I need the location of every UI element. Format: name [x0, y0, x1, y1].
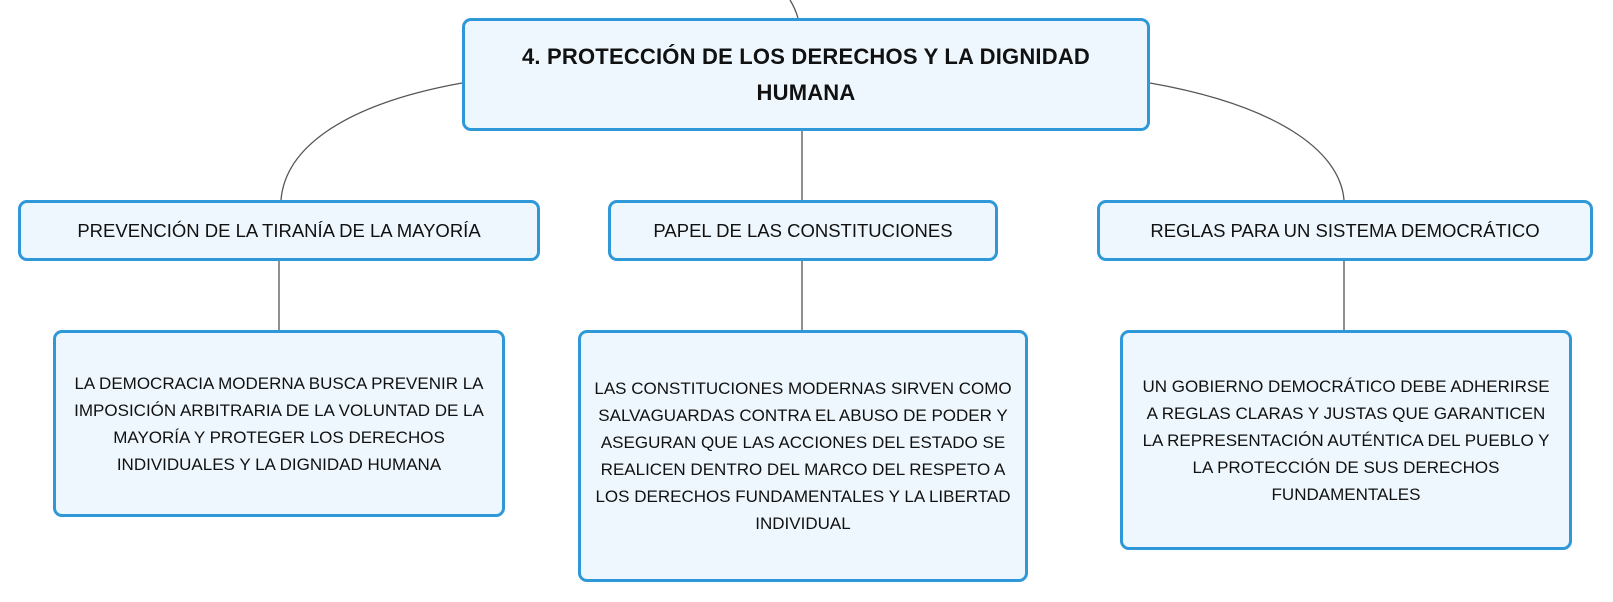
- branch-node-label: PAPEL DE LAS CONSTITUCIONES: [653, 219, 953, 241]
- branch-node-label: REGLAS PARA UN SISTEMA DEMOCRÁTICO: [1150, 219, 1540, 241]
- branch-node-constituciones[interactable]: [608, 200, 998, 261]
- detail-node-reglas[interactable]: [1120, 330, 1572, 550]
- detail-node-text: LA DEMOCRACIA MODERNA BUSCA PREVENIR LA IMPOSICIÓN ARBITRARIA DE LA VOLUNTAD DE LA MAYORÍA Y PROTEGER LOS DERECHOS INDIVIDUALES Y LA DIGNIDAD HUMANA: [74, 373, 484, 474]
- detail-node-tirania[interactable]: [53, 330, 505, 517]
- branch-node-reglas[interactable]: [1097, 200, 1593, 261]
- root-node-label: 4. PROTECCIÓN DE LOS DERECHOS Y LA DIGNIDAD HUMANA: [521, 43, 1091, 105]
- connector-root-to-branch-3: [1150, 83, 1344, 200]
- connector-incoming-root: [790, 0, 798, 18]
- detail-node-constituciones[interactable]: [578, 330, 1028, 582]
- connector-root-to-branch-1: [281, 83, 462, 200]
- root-node[interactable]: [462, 18, 1150, 131]
- branch-node-tirania[interactable]: [18, 200, 540, 261]
- detail-node-text: LAS CONSTITUCIONES MODERNAS SIRVEN COMO SALVAGUARDAS CONTRA EL ABUSO DE PODER Y ASEGURAN QUE LAS ACCIONES DEL ESTADO SE REALICEN DENTRO DEL MARCO DEL RESPETO A LOS DERECHOS FUNDAMENTALES Y LA LIBERTAD INDIVIDUAL: [594, 379, 1012, 533]
- detail-node-text: UN GOBIERNO DEMOCRÁTICO DEBE ADHERIRSE A REGLAS CLARAS Y JUSTAS QUE GARANTICEN LA REPRESENTACIÓN AUTÉNTICA DEL PUEBLO Y LA PROTECCIÓN DE SUS DERECHOS FUNDAMENTALES: [1142, 376, 1550, 504]
- branch-node-label: PREVENCIÓN DE LA TIRANÍA DE LA MAYORÍA: [77, 219, 481, 241]
